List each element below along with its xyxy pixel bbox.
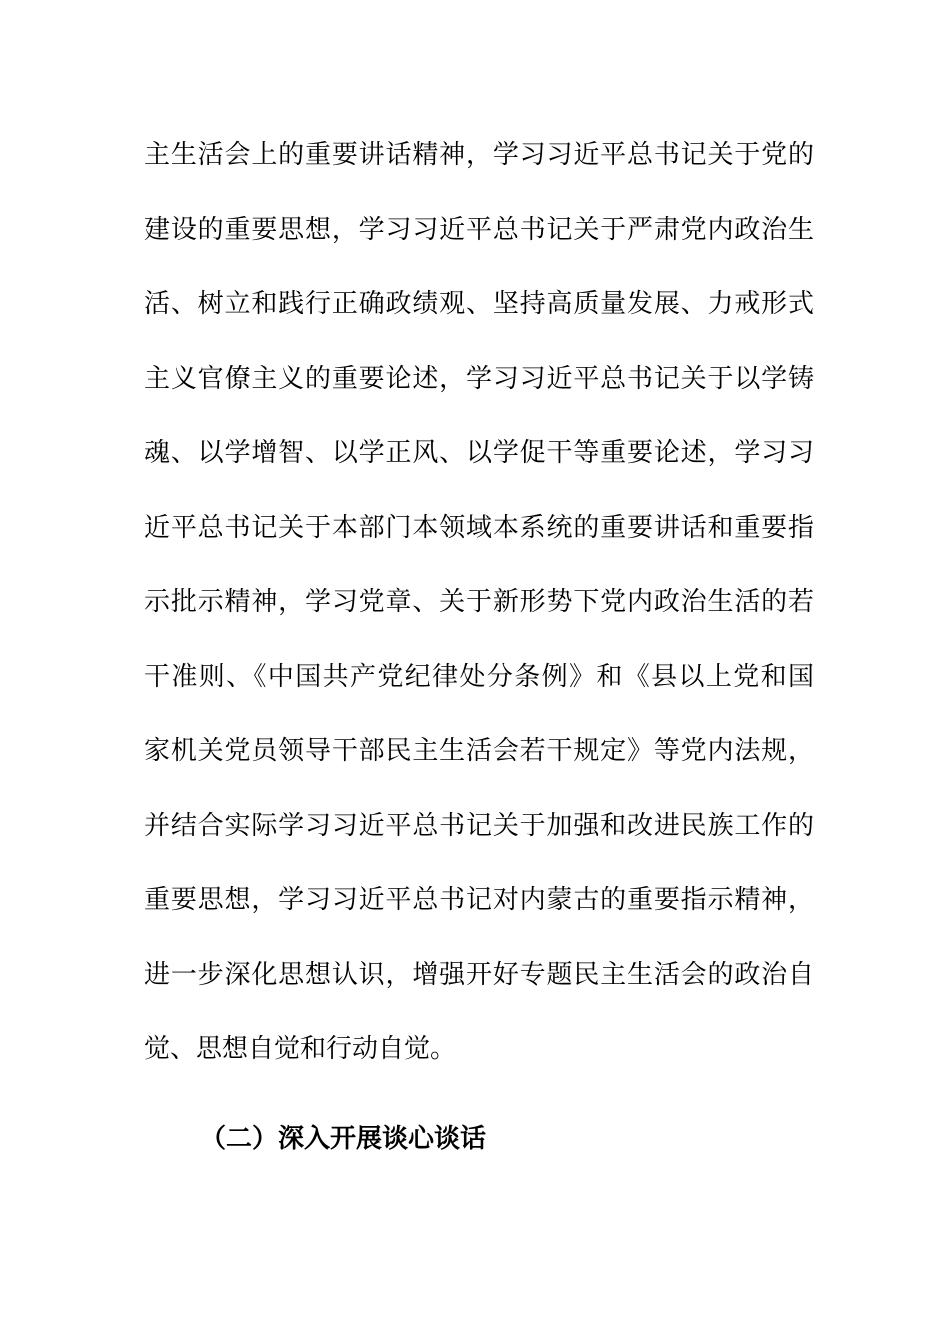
paragraph-line: 示批示精神，学习党章、关于新形势下党内政治生活的若 — [144, 587, 814, 617]
paragraph-line: 干准则、《中国共产党纪律处分条例》和《县以上党和国 — [144, 661, 814, 692]
body-paragraph — [144, 118, 814, 1087]
paragraph-line: 觉、思想自觉和行动自觉。 — [144, 1034, 457, 1064]
paragraph-line: 活、树立和践行正确政绩观、坚持高质量发展、力戒形式 — [144, 289, 814, 319]
paragraph-line: 主生活会上的重要讲话精神，学习习近平总书记关于党的 — [144, 140, 814, 170]
paragraph-line: 家机关党员领导干部民主生活会若干规定》等党内法规， — [144, 736, 814, 766]
paragraph-line: 建设的重要思想，学习习近平总书记关于严肃党内政治生 — [144, 214, 814, 245]
paragraph-line: 主义官僚主义的重要论述，学习习近平总书记关于以学铸 — [144, 363, 814, 394]
paragraph-line: 并结合实际学习习近平总书记关于加强和改进民族工作的 — [144, 810, 814, 841]
paragraph-line: 重要思想，学习习近平总书记对内蒙古的重要指示精神， — [144, 885, 814, 915]
paragraph-line: 进一步深化思想认识，增强开好专题民主生活会的政治自 — [144, 959, 814, 990]
section-heading: （二）深入开展谈心谈话 — [200, 1124, 487, 1154]
paragraph-line: 魂、以学增智、以学正风、以学促干等重要论述，学习习 — [144, 438, 814, 468]
paragraph-line: 近平总书记关于本部门本领域本系统的重要讲话和重要指 — [144, 512, 814, 543]
